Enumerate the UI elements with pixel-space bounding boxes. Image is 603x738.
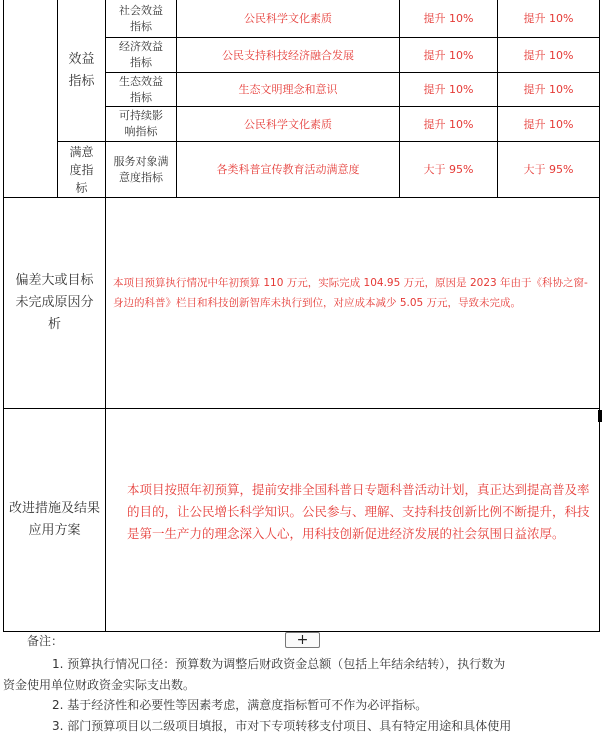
indicator-content: 各类科普宣传教育活动满意度 [216,163,360,176]
actual-value: 提升 10% [523,48,574,62]
note-line: 资金使用单位财政资金实际支出数。 [3,678,196,692]
group-satisfaction-label: 满意度指标 [69,144,94,195]
indicator-name: 可持续影响指标 [119,109,163,138]
target-value: 提升 10% [423,83,474,96]
indicator-name: 社会效益指标 [119,3,163,33]
deviation-label: 偏差大或目标未完成原因分析 [15,273,94,332]
target-value: 提升 10% [423,48,474,62]
actual-value: 大于 95% [523,163,574,176]
indicator-content: 公民科学文化素质 [244,117,332,131]
add-row-button[interactable]: + [285,632,320,648]
indicator-content: 生态文明理念和意识 [238,83,338,96]
indicator-name: 服务对象满意度指标 [113,154,169,184]
target-value: 提升 10% [423,117,474,131]
actual-value: 提升 10% [523,117,574,131]
border-right [599,0,600,632]
indicator-name: 生态效益指标 [119,74,163,104]
target-value: 提升 10% [423,12,474,25]
deviation-analysis-text: 本项目预算执行情况中年初预算 110 万元，实际完成 104.95 万元，原因是 2023 年由于《科协之窗-身边的科普》栏目和科技创新智库未执行到位，对应成本减少 5.05 万元，导致未完成。 [113,277,588,309]
note-line: 1. 预算执行情况口径：预算数为调整后财政资金总额（包括上年结余结转），执行数为 [52,657,506,671]
improvement-label: 改进措施及结果应用方案 [8,501,100,538]
target-value: 大于 95% [423,163,474,176]
indicator-content: 公民支持科技经济融合发展 [222,48,354,62]
note-line: 3. 部门预算项目以二级项目填报，市对下专项转移支付项目、具有特定用途和具体使用 [52,719,512,733]
indicator-name: 经济效益指标 [119,40,163,69]
cursor-marker [598,410,602,422]
indicator-content: 公民科学文化素质 [244,12,332,25]
notes-title: 备注： [27,634,64,648]
group-benefit-label: 效益指标 [68,51,95,89]
actual-value: 提升 10% [523,83,574,96]
actual-value: 提升 10% [523,12,574,25]
note-line: 2. 基于经济性和必要性等因素考虑，满意度指标暂可不作为必评指标。 [52,698,428,712]
improvement-plan-text: 本项目按照年初预算，提前安排全国科普日专题科普活动计划，真正达到提高普及率的目的，让公民增长科学知识。公民参与、理解、支持科技创新比例不断提升，科技是第一生产力的理念深入人心，用科技创新促进经济发展的社会氛围日益浓厚。 [127,482,590,541]
